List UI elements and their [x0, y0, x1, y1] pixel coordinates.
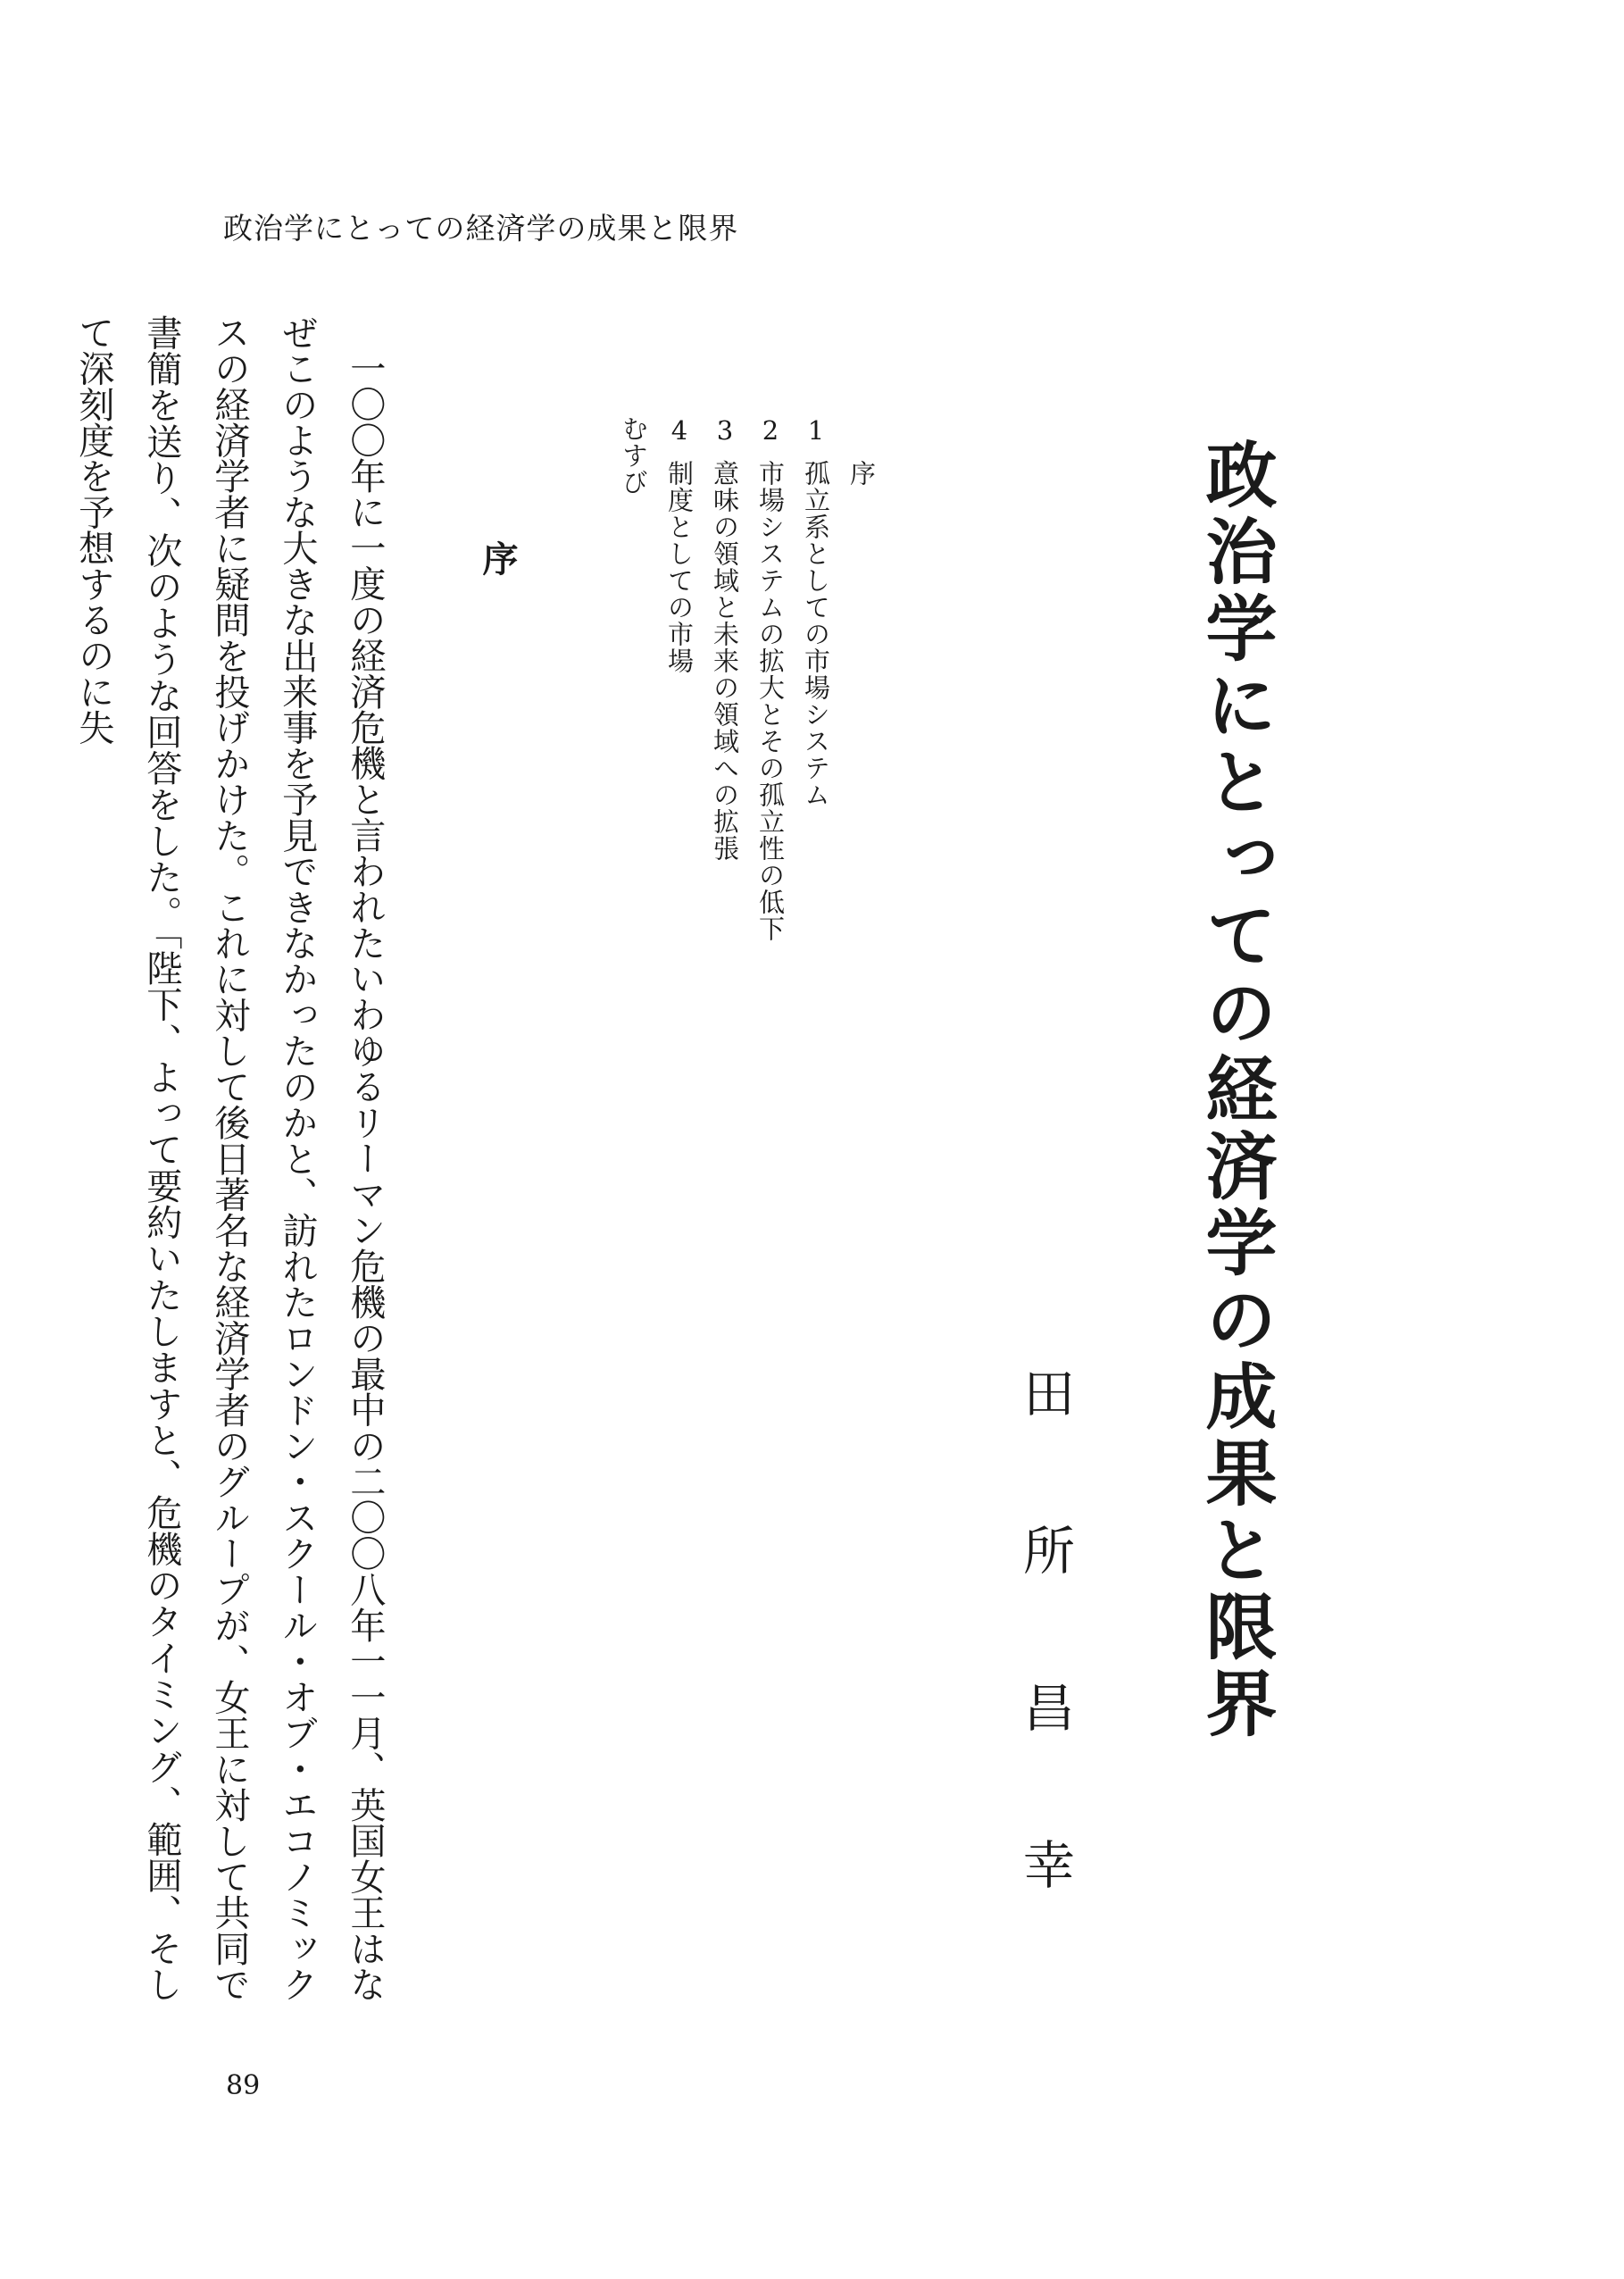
toc-item-number: 3	[710, 415, 740, 447]
toc-item-label: 意味の領域と未来の領域への拡張	[710, 460, 740, 862]
toc-item	[803, 415, 829, 942]
toc-item-label: 制度としての市場	[664, 460, 695, 674]
table-of-contents	[619, 415, 877, 942]
toc-item-number: 1	[801, 415, 831, 447]
toc-item-label: 孤立系としての市場システム	[801, 460, 831, 808]
toc-item	[664, 415, 695, 942]
toc-item-label: 市場システムの拡大とその孤立性の低下	[755, 460, 786, 942]
toc-item	[619, 415, 649, 942]
article-title: 政治学にとっての経済学の成果と限界	[1194, 438, 1278, 1743]
toc-item	[710, 415, 740, 942]
body-text: 一〇〇年に一度の経済危機と言われたいわゆるリーマン危機の最中の二〇〇八年一一月、英国女王はなぜこのような大きな出来事を予見できなかったのかと、訪れたロンドン・スクール・オブ・エコノミックスの経済学者に疑問を投げかけた。これに対して後日著名な経済学者のグループが、女王に対して共同で書簡を送り、次のような回答をした。「陛下、よって要約いたしますと、危機のタイミング、範囲、そして深刻度を予想するのに失	[72, 314, 386, 2002]
section-heading: 序	[477, 540, 519, 576]
running-header: 政治学にとっての経済学の成果と限界	[223, 211, 739, 246]
toc-item-label: 序	[846, 460, 877, 487]
toc-item-number: 2	[755, 415, 786, 447]
page-number: 89	[226, 2070, 261, 2101]
toc-item	[755, 415, 786, 942]
toc-item	[846, 415, 877, 942]
toc-item-number: 4	[664, 415, 695, 447]
toc-item-label: むすび	[619, 415, 649, 496]
article-author: 田所昌幸	[1014, 1366, 1075, 1995]
